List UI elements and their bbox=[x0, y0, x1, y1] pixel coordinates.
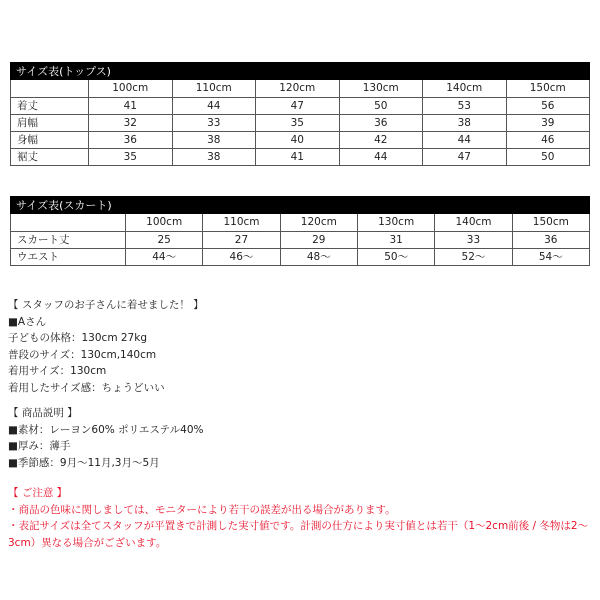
skirt-cell: 54〜 bbox=[512, 249, 589, 266]
skirt-row-length bbox=[11, 232, 590, 249]
skirt-cell: 27 bbox=[203, 232, 280, 249]
tops-cell: 56 bbox=[506, 98, 590, 115]
skirt-cell: 31 bbox=[357, 232, 434, 249]
staff-line: ■Aさん bbox=[8, 315, 47, 328]
tops-row-label: 肩幅 bbox=[11, 115, 89, 132]
tops-cell: 38 bbox=[423, 115, 507, 132]
tops-size-table bbox=[10, 62, 590, 166]
tops-size-header: 100cm bbox=[89, 80, 173, 98]
tops-size-header: 120cm bbox=[256, 80, 340, 98]
skirt-row-label: スカート丈 bbox=[11, 232, 126, 249]
tops-cell: 35 bbox=[256, 115, 340, 132]
skirt-size-header: 110cm bbox=[203, 214, 280, 232]
tops-cell: 44 bbox=[423, 132, 507, 149]
tops-size-header: 110cm bbox=[172, 80, 256, 98]
tops-row-width bbox=[11, 132, 590, 149]
skirt-header-row bbox=[11, 214, 590, 232]
tops-cell: 50 bbox=[506, 149, 590, 166]
skirt-size-header: 130cm bbox=[357, 214, 434, 232]
staff-fitting-section bbox=[8, 297, 594, 397]
skirt-cell: 50〜 bbox=[357, 249, 434, 266]
tops-cell: 44 bbox=[339, 149, 423, 166]
skirt-header-corner bbox=[11, 214, 126, 232]
staff-line: 子どもの体格：130cm 27kg bbox=[8, 332, 147, 345]
tops-header-row bbox=[11, 80, 590, 98]
tops-row-label: 身幅 bbox=[11, 132, 89, 149]
product-line: ■季節感：9月〜11月,3月〜5月 bbox=[8, 456, 160, 469]
tops-cell: 41 bbox=[89, 98, 173, 115]
skirt-cell: 25 bbox=[126, 232, 203, 249]
tops-cell: 33 bbox=[172, 115, 256, 132]
staff-line: 着用したサイズ感：ちょうどいい bbox=[8, 381, 165, 394]
tops-table-title: サイズ表(トップス) bbox=[11, 63, 590, 80]
skirt-size-header: 140cm bbox=[435, 214, 512, 232]
tops-header-corner bbox=[11, 80, 89, 98]
caution-line: ・表記サイズは全てスタッフが平置きで計測した実寸値です。計測の仕方により実寸値とは若干（1〜2cm前後 / 冬物は2〜3cm）異なる場合がございます。 bbox=[8, 520, 589, 549]
staff-heading: 【 スタッフのお子さんに着せました！ 】 bbox=[8, 299, 204, 311]
tops-cell: 47 bbox=[256, 98, 340, 115]
tops-cell: 46 bbox=[506, 132, 590, 149]
tops-cell: 36 bbox=[339, 115, 423, 132]
caution-line: ・商品の色味に関しましては、モニターにより若干の誤差が出る場合があります。 bbox=[8, 503, 396, 516]
product-line: ■素材：レーヨン60% ポリエステル40% bbox=[8, 423, 204, 436]
tops-cell: 32 bbox=[89, 115, 173, 132]
tops-cell: 53 bbox=[423, 98, 507, 115]
tops-cell: 39 bbox=[506, 115, 590, 132]
skirt-cell: 29 bbox=[280, 232, 357, 249]
tops-cell: 38 bbox=[172, 149, 256, 166]
skirt-cell: 33 bbox=[435, 232, 512, 249]
product-heading: 【 商品説明 】 bbox=[8, 407, 78, 419]
tops-cell: 50 bbox=[339, 98, 423, 115]
tops-cell: 47 bbox=[423, 149, 507, 166]
tops-row-shoulder bbox=[11, 115, 590, 132]
tops-cell: 36 bbox=[89, 132, 173, 149]
tops-size-header: 150cm bbox=[506, 80, 590, 98]
skirt-cell: 52〜 bbox=[435, 249, 512, 266]
skirt-cell: 36 bbox=[512, 232, 589, 249]
skirt-size-header: 150cm bbox=[512, 214, 589, 232]
skirt-cell: 48〜 bbox=[280, 249, 357, 266]
skirt-size-header: 120cm bbox=[280, 214, 357, 232]
caution-heading: 【 ご注意 】 bbox=[8, 487, 68, 499]
skirt-table-title: サイズ表(スカート) bbox=[11, 197, 590, 214]
tops-cell: 44 bbox=[172, 98, 256, 115]
tops-cell: 38 bbox=[172, 132, 256, 149]
product-line: ■厚み：薄手 bbox=[8, 440, 71, 453]
tops-cell: 35 bbox=[89, 149, 173, 166]
tops-row-label: 着丈 bbox=[11, 98, 89, 115]
tops-cell: 41 bbox=[256, 149, 340, 166]
tops-cell: 40 bbox=[256, 132, 340, 149]
staff-line: 普段のサイズ：130cm,140cm bbox=[8, 348, 157, 361]
tops-size-header: 130cm bbox=[339, 80, 423, 98]
staff-line: 着用サイズ：130cm bbox=[8, 365, 107, 378]
skirt-size-header: 100cm bbox=[126, 214, 203, 232]
tops-row-hem bbox=[11, 149, 590, 166]
product-description-section bbox=[8, 405, 594, 471]
skirt-cell: 46〜 bbox=[203, 249, 280, 266]
tops-cell: 42 bbox=[339, 132, 423, 149]
tops-size-header: 140cm bbox=[423, 80, 507, 98]
skirt-size-table bbox=[10, 196, 590, 266]
skirt-row-label: ウエスト bbox=[11, 249, 126, 266]
tops-row-label: 裾丈 bbox=[11, 149, 89, 166]
caution-section bbox=[8, 485, 594, 551]
tops-row-length bbox=[11, 98, 590, 115]
skirt-row-waist bbox=[11, 249, 590, 266]
skirt-cell: 44〜 bbox=[126, 249, 203, 266]
